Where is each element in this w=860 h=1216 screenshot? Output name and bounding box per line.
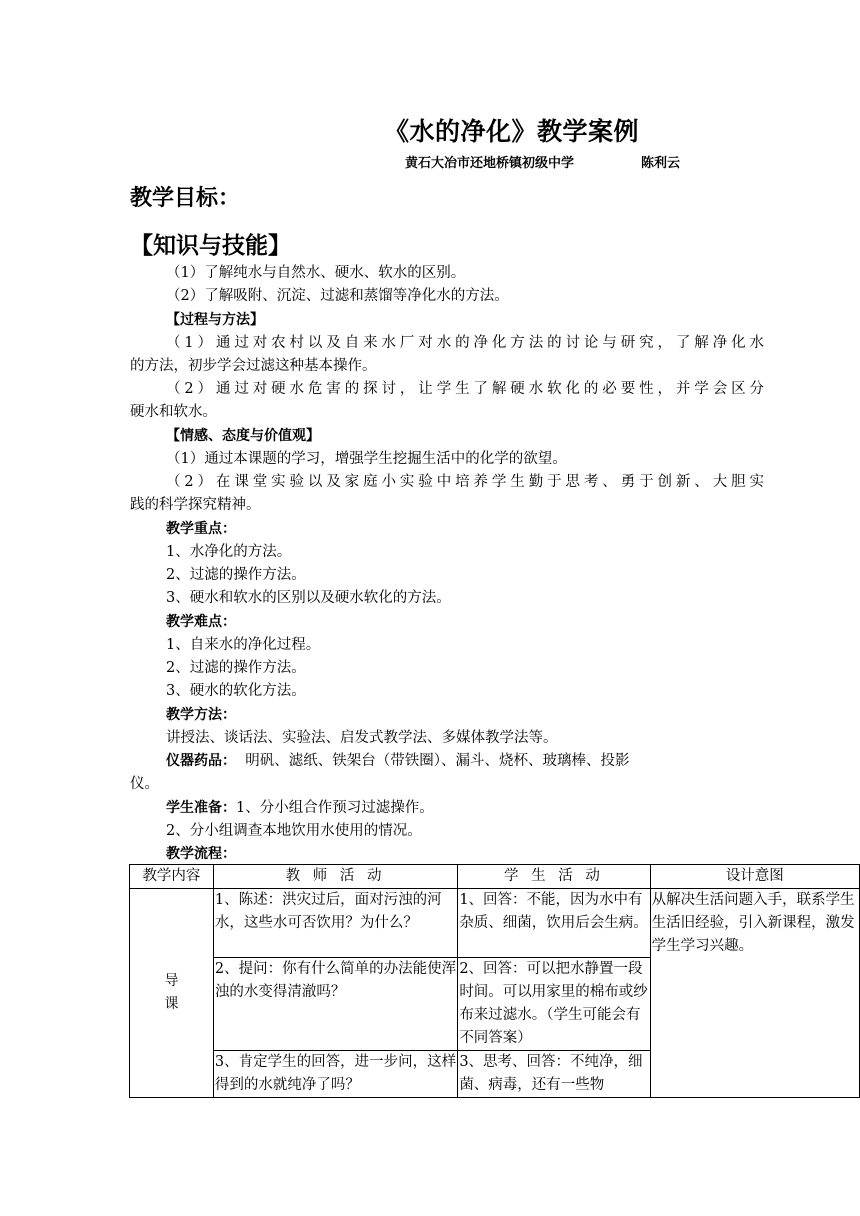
prep-line (130, 797, 766, 820)
method-text: 讲授法、谈话法、实验法、启发式教学法、多媒体教学法等。 (166, 730, 558, 746)
table-header-row (130, 865, 860, 889)
prep-item: 1、分小组合作预习过滤操作。 (236, 800, 434, 816)
process-text: 的方法，初步学会过滤这种基本操作。 (130, 358, 377, 374)
key-point: 3、硬水和软水的区别以及硬水软化的方法。 (166, 590, 451, 606)
header-student: 学 生 活 动 (458, 865, 650, 889)
teaching-flow-table (129, 864, 860, 1098)
teacher-activity: 2、提问：你有什么简单的办法能使浑浊的水变得清澈吗？ (213, 958, 457, 1051)
difficulty-item: 2、过滤的操作方法。 (166, 660, 306, 676)
process-text: （2）通过对硬水危害的探讨，让学生了解硬水软化的必要性，并学会区分 (166, 381, 764, 397)
attitude-text: （2）在课堂实验以及家庭小实验中培养学生勤于思考、勇于创新、大胆实 (166, 474, 764, 490)
section-cell (130, 889, 214, 1098)
prep-label: 学生准备： (166, 800, 236, 816)
section-label-top: 导 (164, 973, 179, 989)
attitude-text: 践的科学探究精神。 (130, 497, 261, 513)
table-row (130, 889, 860, 958)
student-activity: 3、思考、回答：不纯净，细菌、病毒，还有一些物 (458, 1051, 650, 1098)
author-name: 陈利云 (641, 156, 681, 171)
flow-heading: 教学流程： (166, 846, 236, 862)
difficulty-item: 3、硬水的软化方法。 (166, 683, 306, 699)
knowledge-item: （1）了解纯水与自然水、硬水、软水的区别。 (166, 265, 466, 281)
knowledge-heading: 【知识与技能】 (130, 233, 291, 259)
prep-item: 2、分小组调查本地饮用水使用的情况。 (166, 823, 422, 839)
equipment-line (130, 750, 766, 773)
header-design: 设计意图 (650, 865, 859, 889)
key-point: 2、过滤的操作方法。 (166, 567, 306, 583)
teacher-activity: 1、陈述：洪灾过后，面对污浊的河水，这些水可否饮用？为什么？ (213, 889, 457, 958)
key-points-heading: 教学重点： (166, 521, 236, 537)
process-text: （1）通过对农村以及自来水厂对水的净化方法的讨论与研究，了解净化水 (166, 335, 764, 351)
difficulty-item: 1、自来水的净化过程。 (166, 637, 321, 653)
student-activity: 1、回答：不能，因为水中有杂质、细菌，饮用后会生病。 (458, 889, 650, 958)
header-teacher: 教 师 活 动 (213, 865, 457, 889)
section-label-bottom: 课 (164, 996, 179, 1012)
attitude-text: （1）通过本课题的学习，增强学生挖掘生活中的化学的欲望。 (166, 451, 567, 467)
difficulty-heading: 教学难点： (166, 614, 236, 630)
school-name: 黄石大冶市还地桥镇初级中学 (405, 156, 575, 171)
key-point: 1、水净化的方法。 (166, 544, 292, 560)
method-heading: 教学方法： (166, 707, 236, 723)
equipment-text-cont: 仪。 (130, 776, 159, 792)
design-intent-text: 从解决生活问题入手，联系学生生活旧经验，引入新课程，激发学生学习兴趣。 (651, 892, 855, 954)
student-activity: 2、回答：可以把水静置一段时间。可以用家里的棉布或纱布来过滤水。（学生可能会有不同答案） (458, 958, 650, 1051)
process-heading: 【过程与方法】 (166, 312, 264, 328)
equipment-text: 明矾、滤纸、铁架台（带铁圈）、漏斗、烧杯、玻璃棒、投影 (245, 753, 630, 769)
design-intent (650, 889, 859, 1098)
process-text: 硬水和软水。 (130, 404, 217, 420)
equipment-label: 仪器药品： (166, 753, 236, 769)
attitude-heading: 【情感、态度与价值观】 (166, 428, 320, 444)
document-title: 《水的净化》教学案例 (384, 117, 640, 146)
header-content: 教学内容 (130, 865, 214, 889)
knowledge-item: （2）了解吸附、沉淀、过滤和蒸馏等净化水的方法。 (166, 288, 509, 304)
goals-heading: 教学目标： (130, 186, 241, 211)
teacher-activity: 3、肯定学生的回答，进一步问，这样得到的水就纯净了吗？ (213, 1051, 457, 1098)
